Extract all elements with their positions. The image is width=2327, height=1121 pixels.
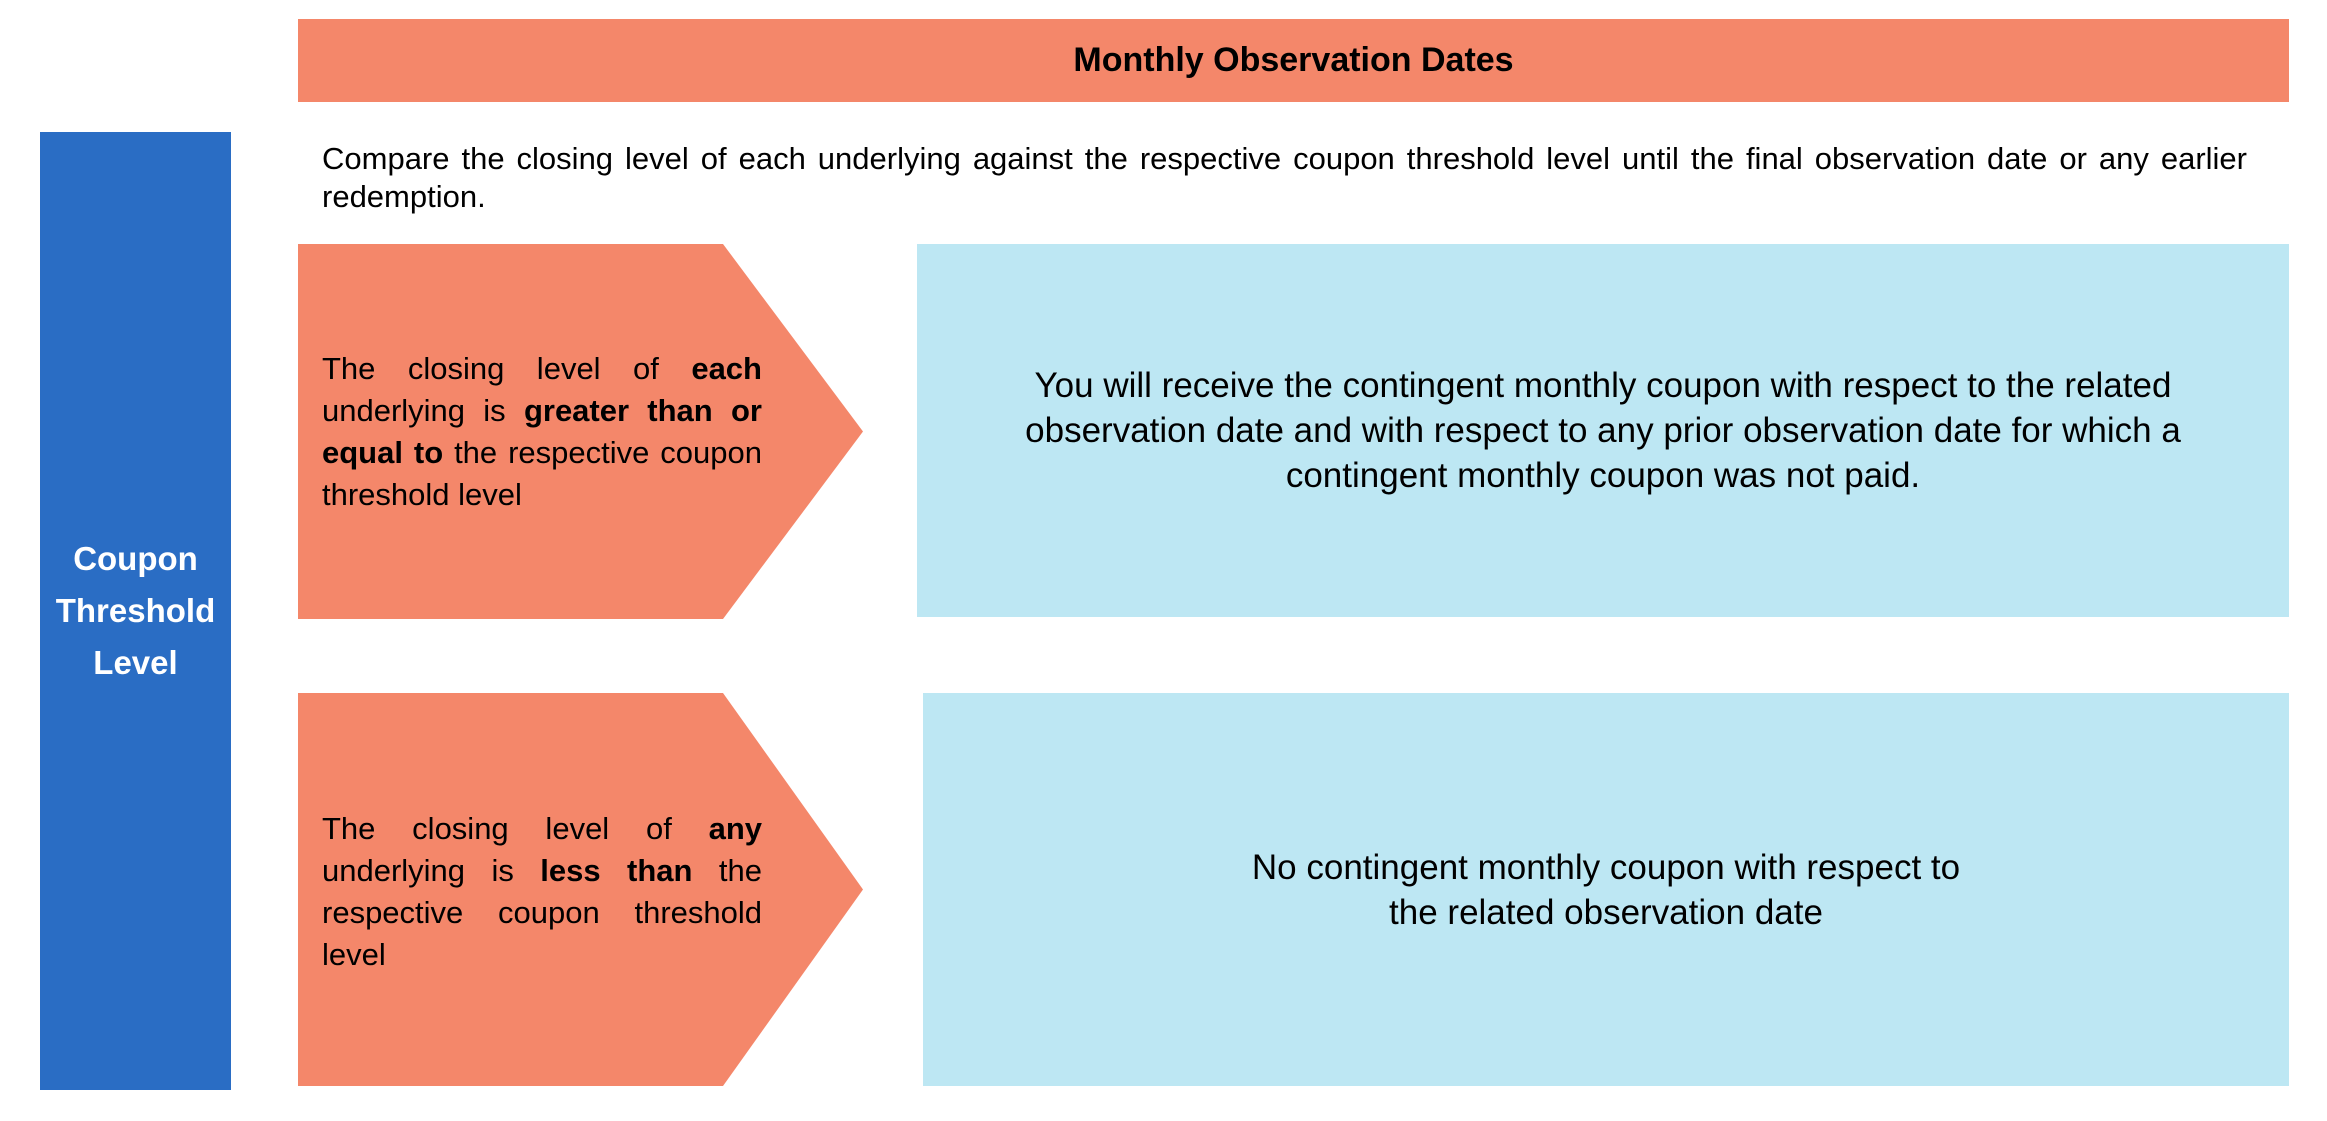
coupon-threshold-label [51,533,221,689]
header-bar [298,19,2289,102]
condition-text-1: The closing level of each underlying is greater than or equal to the respective coupon threshold level [322,351,762,512]
result-2-line-1: No contingent monthly coupon with respect to [1251,847,1961,887]
intro-text: Compare the closing level of each underlying against the respective coupon threshold level until the final observation date or any earlier redemption. [322,141,2247,214]
side-label-line-3: Level [93,644,178,681]
side-label-line-1: Coupon [73,540,198,577]
result-text-1: You will receive the contingent monthly coupon with respect to the related observation date and with respect to any prior observation date for which a contingent monthly coupon was not paid. [1025,366,2181,495]
condition-text-2: The closing level of any underlying is less than the respective coupon threshold level [322,811,762,972]
result-box-2 [923,693,2289,1086]
condition-arrow-2 [298,693,863,1086]
result-text-2 [1252,845,1960,935]
result-2-line-2: the related observation date [1389,892,1823,932]
diagram-title: Monthly Observation Dates [1073,41,1514,79]
coupon-threshold-bar [40,132,231,1090]
result-box-1 [917,244,2289,617]
condition-arrow-1 [298,244,863,619]
side-label-line-2: Threshold [55,592,216,629]
